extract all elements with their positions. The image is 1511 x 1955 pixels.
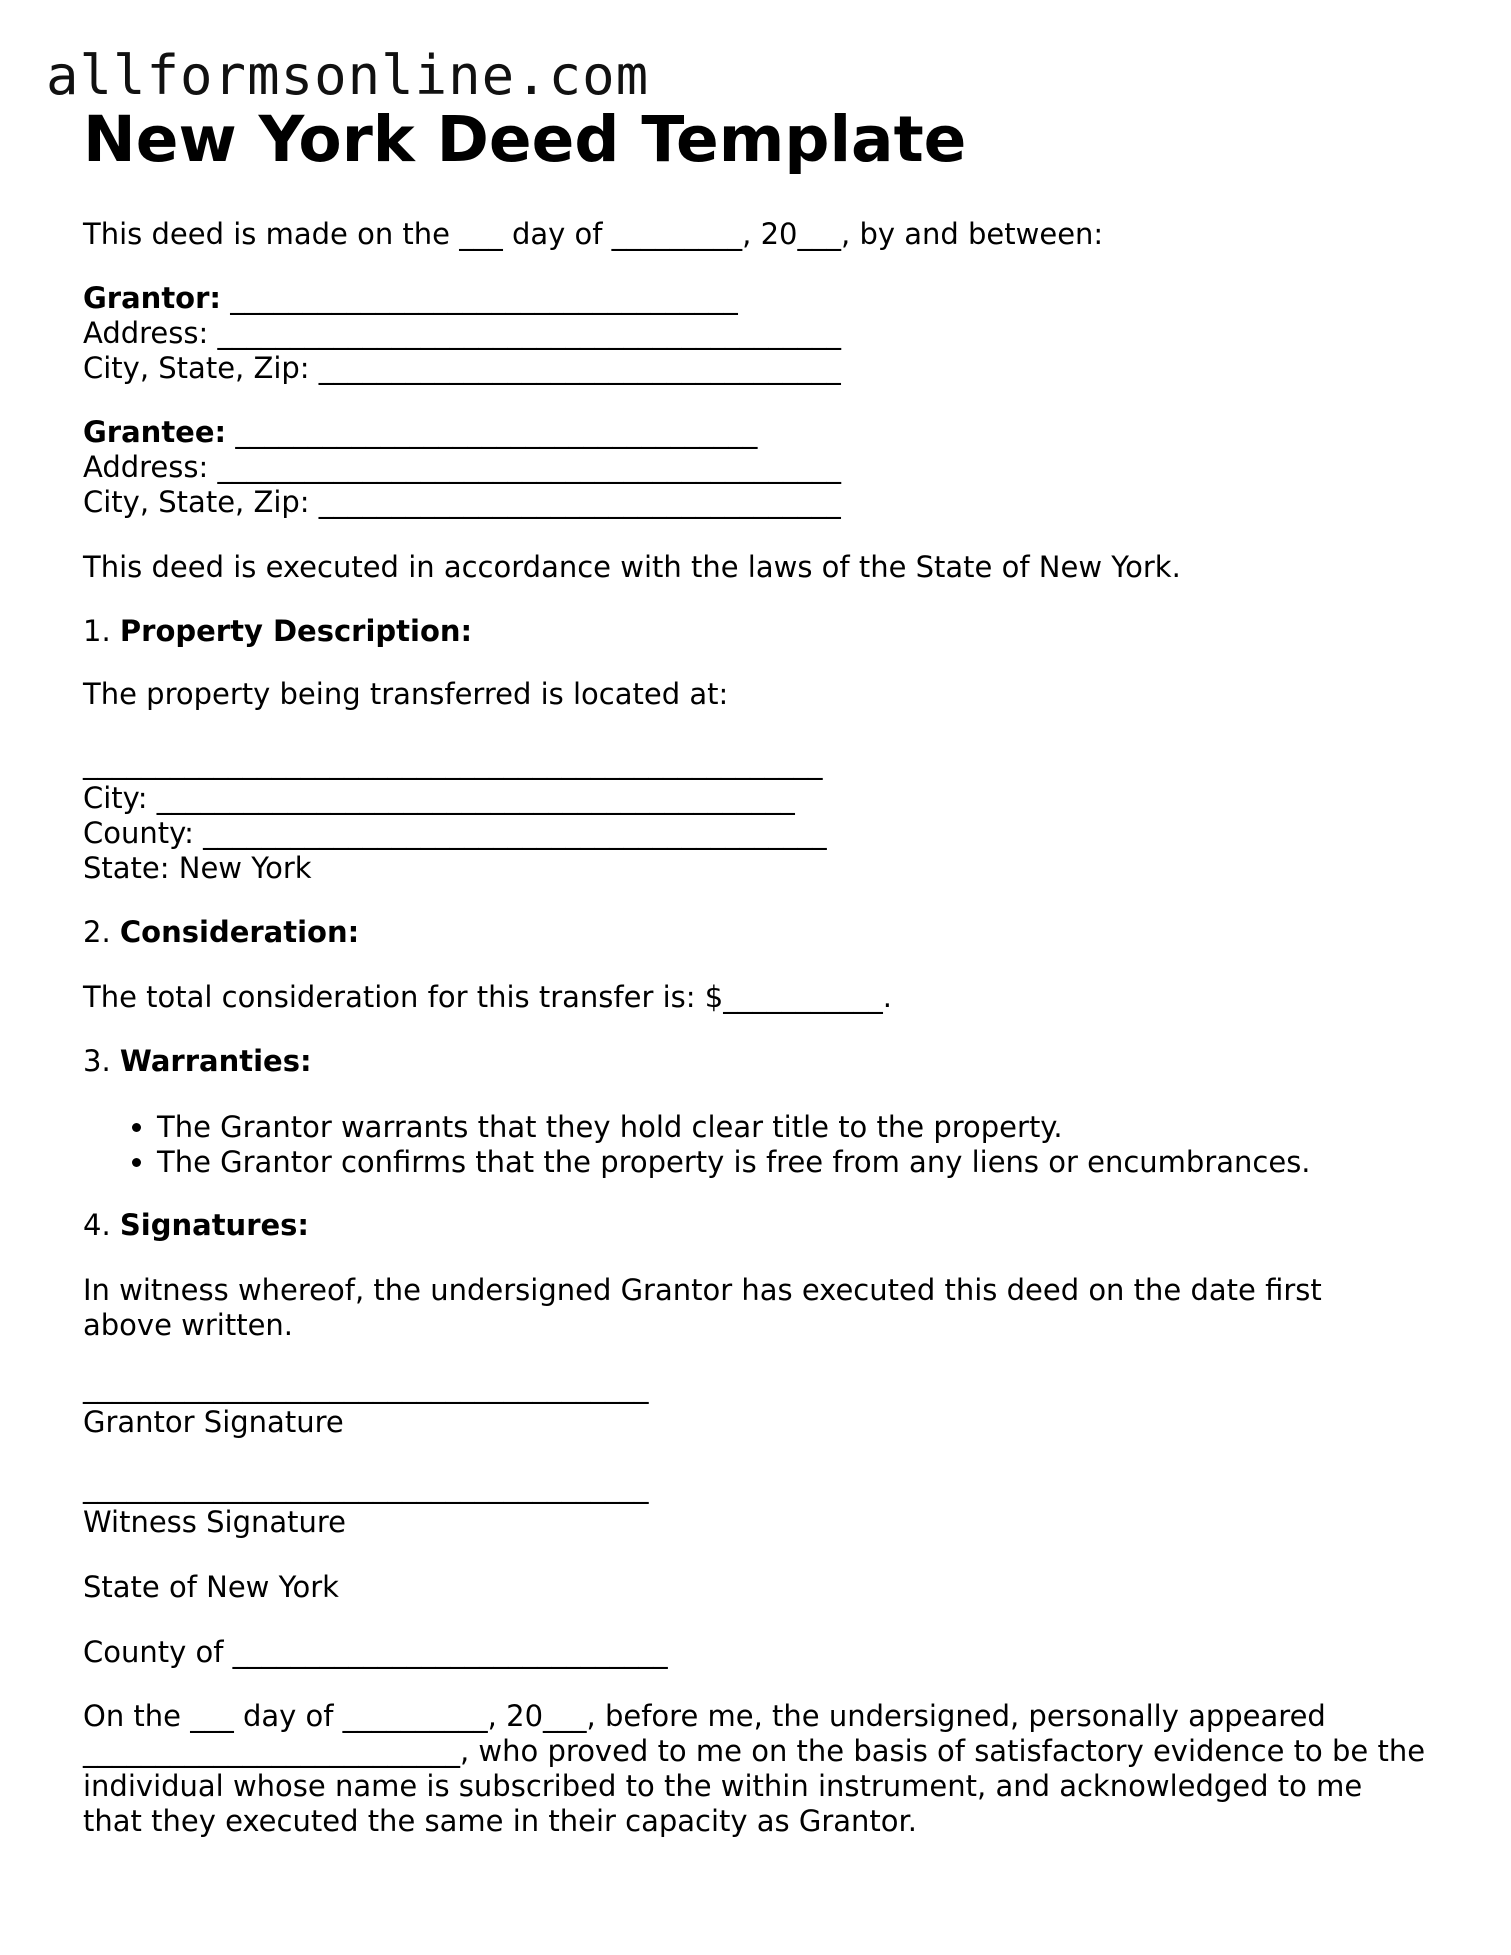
consideration-text: The total consideration for this transfer is: $___________. — [83, 980, 892, 1014]
grantor-address-line: Address: ___________________________________________ — [83, 316, 841, 350]
grantee-label: Grantee: — [83, 415, 227, 449]
section-3-title: Warranties: — [119, 1044, 312, 1078]
property-state-line: State: New York — [83, 851, 312, 885]
executed-statement: This deed is executed in accordance with the laws of the State of New York. — [83, 550, 1181, 584]
section-2-number: 2. — [83, 915, 120, 949]
warranty-item: • The Grantor confirms that the property is free from any liens or encumbrances. — [157, 1145, 1311, 1180]
section-4-number: 4. — [83, 1208, 120, 1242]
section-1-number: 1. — [83, 614, 120, 648]
section-1-heading — [83, 614, 472, 649]
section-3-heading — [83, 1044, 312, 1079]
grantee-address-line: Address: ___________________________________________ — [83, 450, 841, 484]
site-watermark: allformsonline.com — [46, 44, 650, 107]
section-3-number: 3. — [83, 1044, 120, 1078]
grantee-name-line — [83, 415, 757, 450]
grantor-city-state-zip-line: City, State, Zip: ____________________________________ — [83, 351, 841, 385]
notary-acknowledgment: On the ___ day of __________, 20___, before me, the undersigned, personally appeared __________________________, who proved to me on the basis of satisfactory evidence to be the individual whose name is subscribed to the within instrument, and acknowledged to me that they executed the same in their capacity as Grantor. — [83, 1699, 1435, 1838]
grantor-name-line — [83, 281, 738, 316]
property-county-line: County: ___________________________________________ — [83, 816, 827, 850]
grantor-label: Grantor: — [83, 281, 222, 315]
warranty-item: • The Grantor warrants that they hold clear title to the property. — [157, 1110, 1311, 1145]
warranties-list — [83, 1110, 1311, 1180]
property-city-line: City: ____________________________________________ — [83, 781, 795, 815]
grantor-signature-label: Grantor Signature — [83, 1405, 344, 1439]
grantor-name-blank: ___________________________________ — [221, 281, 738, 315]
section-2-title: Consideration: — [119, 915, 360, 949]
grantee-city-state-zip-line: City, State, Zip: ____________________________________ — [83, 485, 841, 519]
grantor-signature-line: _______________________________________ — [83, 1370, 649, 1404]
witness-signature-label: Witness Signature — [83, 1505, 347, 1539]
intro-line: This deed is made on the ___ day of _________, 20___, by and between: — [83, 217, 1104, 251]
notary-state-line: State of New York — [83, 1570, 339, 1604]
property-location-text: The property being transferred is located at: — [83, 677, 729, 711]
property-address-blank: ___________________________________________________ — [83, 746, 823, 780]
section-2-heading — [83, 915, 359, 950]
section-4-heading — [83, 1208, 309, 1243]
page-title: New York Deed Template — [83, 103, 967, 176]
witness-signature-line: _______________________________________ — [83, 1470, 649, 1504]
notary-county-line: County of ______________________________ — [83, 1635, 668, 1669]
section-4-title: Signatures: — [119, 1208, 310, 1242]
witness-statement: In witness whereof, the undersigned Grantor has executed this deed on the date first above written. — [83, 1273, 1331, 1342]
section-1-title: Property Description: — [119, 614, 473, 648]
grantee-name-blank: ____________________________________ — [226, 415, 758, 449]
